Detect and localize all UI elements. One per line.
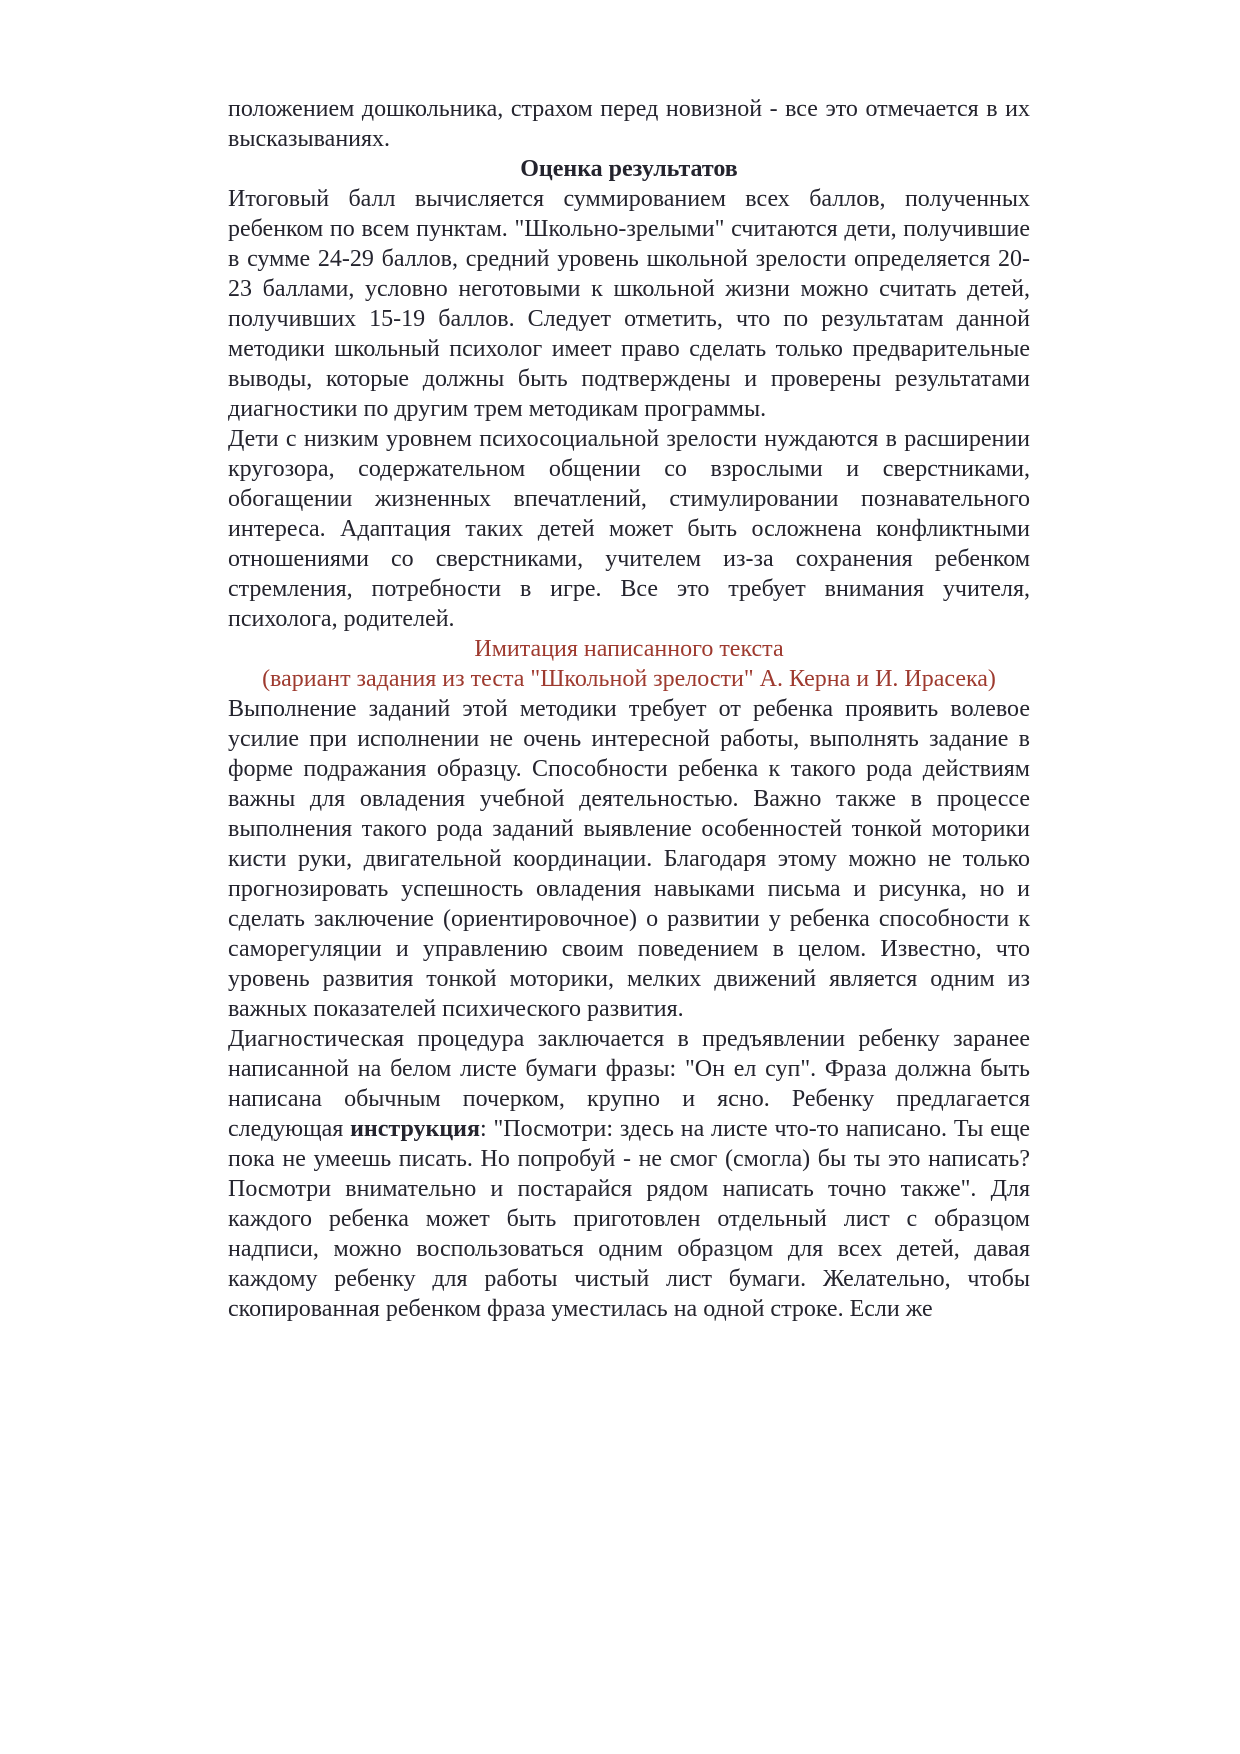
- paragraph-diagnostic-procedure: [228, 1024, 1030, 1324]
- subheading-test-variant: (вариант задания из теста "Школьной зрелости" А. Керна и И. Ирасека): [262, 666, 996, 692]
- paragraph-low-maturity: Дети с низким уровнем психосоциальной зрелости нуждаются в расширении кругозора, содержательном общении со взрослыми и сверстниками, обогащении жизненных впечатлений, стимулировании познавательного интереса. Адаптация таких детей может быть осложнена конфликтными отношениями со сверстниками, учителем из-за сохранения ребенком стремления, потребности в игре. Все это требует внимания учителя, психолога, родителей.: [228, 426, 1030, 632]
- paragraph-scoring: Итоговый балл вычисляется суммированием всех баллов, полученных ребенком по всем пунктам. "Школьно-зрелыми" считаются дети, получившие в сумме 24-29 баллов, средний уровень школьной зрелости определяется 20-23 баллами, условно неготовыми к школьной жизни можно считать детей, получивших 15-19 баллов. Следует отметить, что по результатам данной методики школьный психолог имеет право сделать только предварительные выводы, которые должны быть подтверждены и проверены результатами диагностики по другим трем методикам программы.: [228, 186, 1030, 422]
- heading-results-evaluation: Оценка результатов: [520, 156, 738, 182]
- procedure-instruction-word: инструкция: [350, 1116, 480, 1142]
- paragraph-imitation-description: Выполнение заданий этой методики требует от ребенка проявить волевое усилие при исполнении не очень интересной работы, выполнять задание в форме подражания образцу. Способности ребенка к такого рода действиям важны для овладения учебной деятельностью. Важно также в процессе выполнения такого рода заданий выявление особенностей тонкой моторики кисти руки, двигательной координации. Благодаря этому можно не только прогнозировать успешность овладения навыками письма и рисунка, но и сделать заключение (ориентировочное) о развитии у ребенка способности к саморегуляции и управлению своим поведением в целом. Известно, что уровень развития тонкой моторики, мелких движений является одним из важных показателей психического развития.: [228, 696, 1030, 1022]
- heading-text-imitation: Имитация написанного текста: [474, 636, 784, 662]
- procedure-text-before: Диагностическая процедура заключается в предъявлении ребенку заранее написанной на белом листе бумаги фразы: "Он ел суп". Фраза должна быть написана обычным почерком, крупно и ясно. Ребенку предлагается следующая: [228, 1026, 1030, 1142]
- procedure-text-after: : "Посмотри: здесь на листе что-то написано. Ты еще пока не умеешь писать. Но попробуй - не смог (смогла) бы ты это написать? Посмотри внимательно и постарайся рядом написать точно также". Для каждого ребенка может быть приготовлен отдельный лист с образцом надписи, можно воспользоваться одним образцом для всех детей, давая каждому ребенку для работы чистый лист бумаги. Желательно, чтобы скопированная ребенком фраза уместилась на одной строке. Если же: [228, 1116, 1030, 1322]
- paragraph-intro: положением дошкольника, страхом перед новизной - все это отмечается в их высказываниях.: [228, 96, 1030, 152]
